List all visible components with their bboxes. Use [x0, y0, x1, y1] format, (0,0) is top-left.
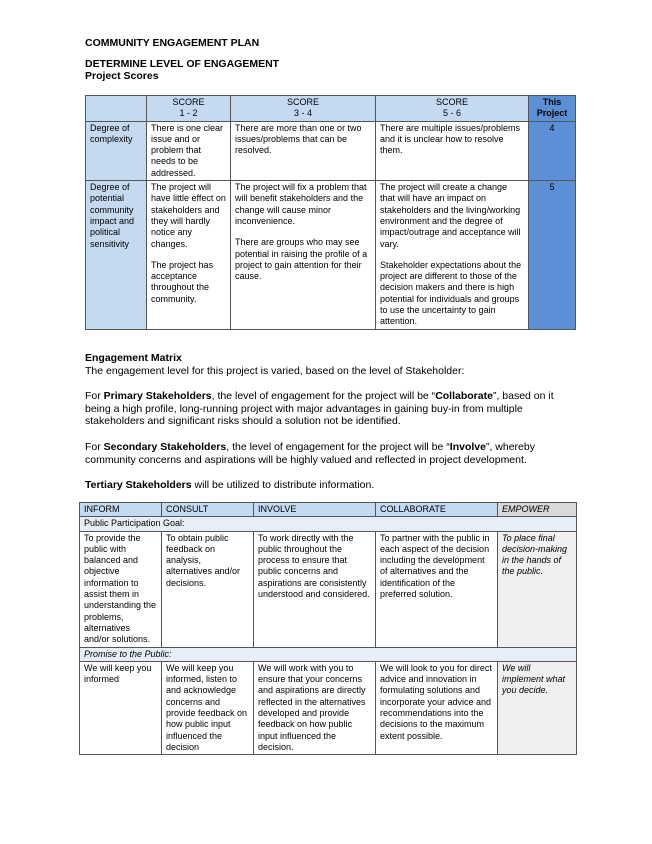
- collaborate-promise: We will look to you for direct advice and innovation in formulating solutions and incorporate your advice and recommendations into the decisions to the maximum extent possible.: [376, 661, 498, 754]
- criterion-complexity: Degree of complexity: [86, 121, 147, 180]
- empower-promise: We will implement what you decide.: [498, 661, 577, 754]
- table-row: [86, 181, 576, 330]
- consult-promise: We will keep you informed, listen to and acknowledge concerns and provide feedback on how public input influenced the decision: [162, 661, 254, 754]
- score-header-1-2: SCORE 1 - 2: [147, 96, 231, 122]
- engagement-matrix-heading: Engagement Matrix: [85, 352, 182, 364]
- impact-score-5-6: The project will create a change that will have an impact on stakeholders and the living/working environment and the degree of impact/outrage and acceptance will vary. Stakeholder expectations about the project are different to those of the decision makers and there is high potential for individuals and groups to use the uncertainty to gain attention.: [376, 181, 529, 330]
- complexity-score-5-6: There are multiple issues/problems and it is unclear how to resolve them.: [376, 121, 529, 180]
- involve-goal: To work directly with the public throughout the process to ensure that public concerns and aspirations are consistently understood and considered.: [254, 531, 376, 647]
- subtitle: DETERMINE LEVEL OF ENGAGEMENT: [85, 58, 280, 70]
- complexity-project-score: 4: [529, 121, 576, 180]
- table-row: [80, 531, 577, 647]
- tertiary-stakeholders-paragraph: Tertiary Stakeholders will be utilized to distribute information.: [85, 479, 375, 491]
- section-heading: [85, 58, 279, 82]
- criterion-impact: Degree of potential community impact and political sensitivity: [86, 181, 147, 330]
- this-project-header: This Project: [529, 96, 576, 122]
- scores-header-blank: [86, 96, 147, 122]
- goal-label: Public Participation Goal:: [80, 517, 577, 531]
- impact-score-3-4: The project will fix a problem that will benefit stakeholders and the change will cause minor inconvenience. There are groups who may see potential in raising the profile of a project to gain attention for their cause.: [231, 181, 376, 330]
- score-header-5-6: SCORE 5 - 6: [376, 96, 529, 122]
- engagement-matrix-table: [79, 502, 577, 755]
- involve-promise: We will work with you to ensure that your concerns and aspirations are directly reflected in the alternatives developed and provide feedback on how public input influenced the decision.: [254, 661, 376, 754]
- consult-header: CONSULT: [162, 503, 254, 517]
- project-scores-heading: Project Scores: [85, 70, 159, 82]
- involve-header: INVOLVE: [254, 503, 376, 517]
- complexity-score-3-4: There are more than one or two issues/problems that can be resolved.: [231, 121, 376, 180]
- document-title: COMMUNITY ENGAGEMENT PLAN: [85, 37, 260, 49]
- goal-label-row: [80, 517, 577, 531]
- inform-goal: To provide the public with balanced and objective information to assist them in understanding the problems, alternatives and/or solutions.: [80, 531, 162, 647]
- scores-header-row: [86, 96, 576, 122]
- inform-promise: We will keep you informed: [80, 661, 162, 754]
- collaborate-goal: To partner with the public in each aspect of the decision including the development of alternatives and the identification of the preferred solution.: [376, 531, 498, 647]
- table-row: [80, 661, 577, 754]
- primary-stakeholders-paragraph: For Primary Stakeholders, the level of engagement for the project will be “Collaborate”, based on it being a high profile, long-running project with major advantages in gaining buy-in from multiple stakeholders and significant risks should a solution not be identified.: [85, 390, 554, 427]
- secondary-stakeholders-paragraph: For Secondary Stakeholders, the level of engagement for the project will be “Involve”, whereby community concerns and aspirations will be highly valued and reflected in project development.: [85, 441, 535, 466]
- matrix-header-row: [80, 503, 577, 517]
- promise-label-row: [80, 647, 577, 661]
- score-header-3-4: SCORE 3 - 4: [231, 96, 376, 122]
- collaborate-header: COLLABORATE: [376, 503, 498, 517]
- engagement-intro: [85, 352, 575, 377]
- promise-label: Promise to the Public:: [80, 647, 577, 661]
- impact-project-score: 5: [529, 181, 576, 330]
- project-scores-table: [85, 95, 576, 330]
- complexity-score-1-2: There is one clear issue and or problem that needs to be addressed.: [147, 121, 231, 180]
- empower-header: EMPOWER: [498, 503, 577, 517]
- inform-header: INFORM: [80, 503, 162, 517]
- impact-score-1-2: The project will have little effect on stakeholders and they will hardly notice any changes. The project has acceptance throughout the community.: [147, 181, 231, 330]
- consult-goal: To obtain public feedback on analysis, alternatives and/or decisions.: [162, 531, 254, 647]
- engagement-intro-text: The engagement level for this project is varied, based on the level of Stakeholder:: [85, 364, 465, 377]
- table-row: [86, 121, 576, 180]
- empower-goal: To place final decision-making in the hands of the public.: [498, 531, 577, 647]
